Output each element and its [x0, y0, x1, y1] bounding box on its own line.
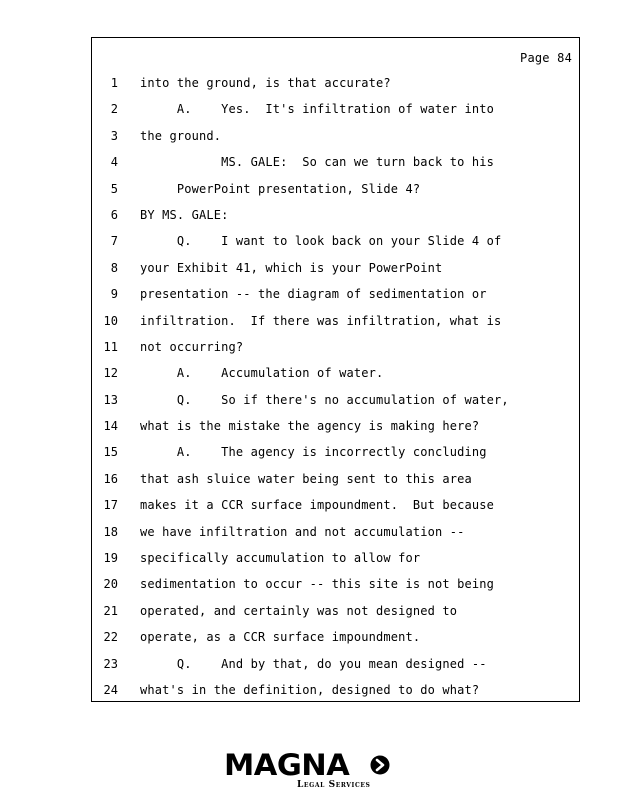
line-text: we have infiltration and not accumulation -- — [140, 524, 465, 539]
logo-wordmark: MAGNA — [224, 748, 350, 782]
logo-subtitle: Legal Services — [297, 780, 371, 790]
transcript-line — [92, 255, 579, 281]
line-number: 13 — [103, 392, 118, 407]
line-text: not occurring? — [140, 339, 244, 354]
line-number: 3 — [110, 128, 118, 143]
page-number: Page 84 — [520, 51, 572, 65]
line-text: operated, and certainly was not designed to — [140, 603, 458, 618]
transcript-line — [92, 466, 579, 492]
transcript-line — [92, 149, 579, 175]
line-number: 12 — [103, 366, 118, 381]
line-text: that ash sluice water being sent to this area — [140, 471, 472, 486]
line-number: 24 — [103, 682, 118, 697]
line-number: 5 — [110, 181, 118, 196]
transcript-line — [92, 96, 579, 122]
line-number: 20 — [103, 577, 118, 592]
line-number: 16 — [103, 471, 118, 486]
line-number: 7 — [110, 234, 118, 249]
line-text: MS. GALE: So can we turn back to his — [140, 155, 494, 170]
transcript-line — [92, 281, 579, 307]
transcript-line — [92, 334, 579, 360]
transcript-line — [92, 413, 579, 439]
transcript-page — [91, 37, 580, 702]
line-number: 18 — [103, 524, 118, 539]
line-number: 1 — [110, 76, 118, 90]
line-number: 19 — [103, 551, 118, 566]
transcript-line — [92, 624, 579, 650]
line-text: infiltration. If there was infiltration, what is — [140, 313, 502, 328]
line-text: Q. I want to look back on your Slide 4 of — [140, 234, 502, 249]
transcript-line — [92, 70, 579, 96]
magna-logo — [224, 749, 394, 793]
transcript-line — [92, 439, 579, 465]
transcript-line — [92, 545, 579, 571]
line-text: A. Yes. It's infiltration of water into — [140, 102, 494, 117]
line-number: 6 — [110, 207, 118, 222]
transcript-line — [92, 598, 579, 624]
line-number: 21 — [103, 603, 118, 618]
transcript-line — [92, 176, 579, 202]
line-text: A. Accumulation of water. — [140, 366, 384, 381]
line-number: 23 — [103, 656, 118, 671]
line-number: 2 — [110, 102, 118, 117]
line-number: 4 — [110, 155, 118, 170]
transcript-line — [92, 202, 579, 228]
line-number: 10 — [103, 313, 118, 328]
transcript-line — [92, 360, 579, 386]
line-text: PowerPoint presentation, Slide 4? — [140, 181, 421, 196]
line-text: specifically accumulation to allow for — [140, 551, 421, 566]
line-text: BY MS. GALE: — [140, 207, 229, 222]
transcript-line — [92, 571, 579, 597]
line-number: 14 — [103, 419, 118, 434]
transcript-line — [92, 228, 579, 254]
line-number: 22 — [103, 630, 118, 645]
line-text: presentation -- the diagram of sedimentation or — [140, 287, 487, 302]
line-text: what is the mistake the agency is making here? — [140, 419, 480, 434]
line-number: 8 — [110, 260, 118, 275]
transcript-line — [92, 492, 579, 518]
line-number: 17 — [103, 498, 118, 513]
transcript-lines — [92, 70, 579, 703]
line-text: sedimentation to occur -- this site is not being — [140, 577, 494, 592]
line-number: 9 — [110, 287, 118, 302]
transcript-line — [92, 677, 579, 703]
transcript-line — [92, 651, 579, 677]
line-text: what's in the definition, designed to do what? — [140, 682, 480, 697]
line-text: makes it a CCR surface impoundment. But because — [140, 498, 494, 513]
line-text: operate, as a CCR surface impoundment. — [140, 630, 421, 645]
line-text: into the ground, is that accurate? — [140, 76, 391, 90]
line-number: 11 — [103, 339, 118, 354]
transcript-line — [92, 387, 579, 413]
line-text: your Exhibit 41, which is your PowerPoint — [140, 260, 443, 275]
line-number: 15 — [103, 445, 118, 460]
arrow-circle-icon — [370, 755, 390, 775]
line-text: Q. And by that, do you mean designed -- — [140, 656, 487, 671]
line-text: A. The agency is incorrectly concluding — [140, 445, 487, 460]
transcript-line — [92, 519, 579, 545]
line-text: the ground. — [140, 128, 222, 143]
transcript-line — [92, 308, 579, 334]
transcript-line — [92, 123, 579, 149]
line-text: Q. So if there's no accumulation of water, — [140, 392, 509, 407]
